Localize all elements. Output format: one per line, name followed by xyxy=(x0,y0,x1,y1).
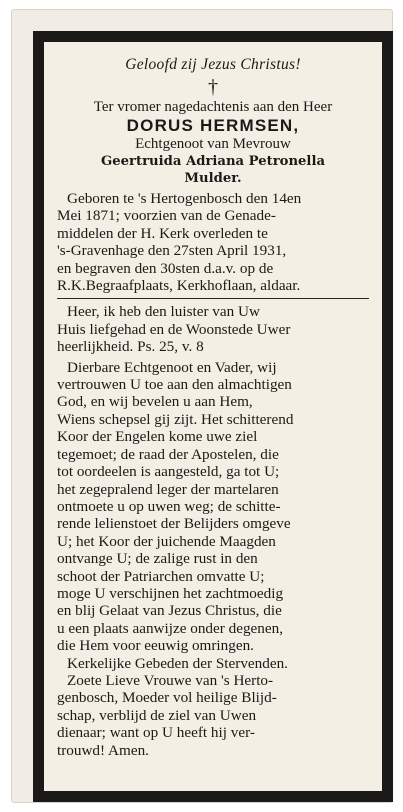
prayer-line: Dierbare Echtgenoot en Vader, wij xyxy=(67,358,277,376)
memorial-card xyxy=(12,10,392,802)
prayer-line: Wiens schepsel gij zijt. Het schitterend xyxy=(57,410,294,428)
prayer-line: het zegepralend leger der martelaren xyxy=(57,480,279,498)
biography xyxy=(57,190,369,294)
prayer-line: moge U verschijnen het zachtmoedig xyxy=(57,584,284,602)
spouse-name-line1: Geertruida Adriana Petronella xyxy=(101,154,325,169)
prayer-line: vertrouwen U toe aan den almachtigen xyxy=(57,376,292,394)
prayer-line: Koor der Engelen kome uwe ziel xyxy=(57,428,258,446)
prayer-line: rende lelienstoet der Belijders omgeve xyxy=(57,515,291,533)
scripture-verse xyxy=(57,303,369,355)
divider xyxy=(57,298,369,299)
closing-line: dienaar; want op U heeft hij ver- xyxy=(57,724,255,742)
biography-line: R.K.Begraafplaats, Kerkhoflaan, aldaar. xyxy=(57,277,301,295)
prayer xyxy=(57,359,369,759)
verse-reference: Ps. 25, v. 8 xyxy=(137,338,204,356)
motto: Geloofd zij Jezus Christus! xyxy=(125,56,301,73)
deceased-name: DORUS HERMSEN, xyxy=(126,116,300,135)
black-border-frame xyxy=(33,31,393,802)
prayer-line: die Hem voor eeuwig omringen. xyxy=(57,637,254,655)
closing-line: genbosch, Moeder vol heilige Blijd- xyxy=(57,689,277,707)
prayer-line: God, en wij bevelen u aan Hem, xyxy=(57,393,253,411)
dedication-line: Ter vromer nagedachtenis aan den Heer xyxy=(93,99,333,115)
biography-line: Geboren te 's Hertogenbosch den 14en xyxy=(67,190,302,207)
prayer-source: Kerkelijke Gebeden der Stervenden. xyxy=(67,654,288,672)
closing-line: schap, verblijd de ziel van Uwen xyxy=(57,706,257,724)
biography-line: middelen der H. Kerk overleden te xyxy=(57,224,268,242)
biography-line: Mei 1871; voorzien van de Genade- xyxy=(57,207,276,225)
prayer-line: ontmoete u op uwen weg; de schitte- xyxy=(57,497,281,515)
spouse-name-line2: Mulder. xyxy=(184,171,242,186)
spouse-label: Echtgenoot van Mevrouw xyxy=(135,136,291,152)
cross-icon: † xyxy=(208,76,218,98)
closing-line: trouwd! Amen. xyxy=(57,741,149,759)
prayer-line: schoot der Patriarchen omvatte U; xyxy=(57,567,265,585)
verse-line: Heer, ik heb den luister van Uw xyxy=(67,303,260,321)
prayer-line: tot oordeelen is aangesteld, ga tot U; xyxy=(57,463,280,481)
prayer-line: tegemoet; de raad der Apostelen, die xyxy=(57,445,279,463)
closing-line: Zoete Lieve Vrouwe van 's Herto- xyxy=(67,671,274,689)
verse-line: Huis liefgehad en de Woonstede Uwer xyxy=(57,320,291,338)
verse-line: heerlijkheid. xyxy=(57,338,134,356)
prayer-line: U; het Koor der juichende Maagden xyxy=(57,532,276,550)
card-paper xyxy=(44,42,382,791)
prayer-line: en blij Gelaat van Jezus Christus, die xyxy=(57,602,282,620)
prayer-line: ontvange U; de zalige rust in den xyxy=(57,550,258,568)
biography-line: en begraven den 30sten d.a.v. op de xyxy=(57,259,274,277)
prayer-line: u een plaats aanwijze onder degenen, xyxy=(57,619,284,637)
biography-line: 's-Gravenhage den 27sten April 1931, xyxy=(57,242,287,260)
verse-last-line xyxy=(57,338,369,355)
